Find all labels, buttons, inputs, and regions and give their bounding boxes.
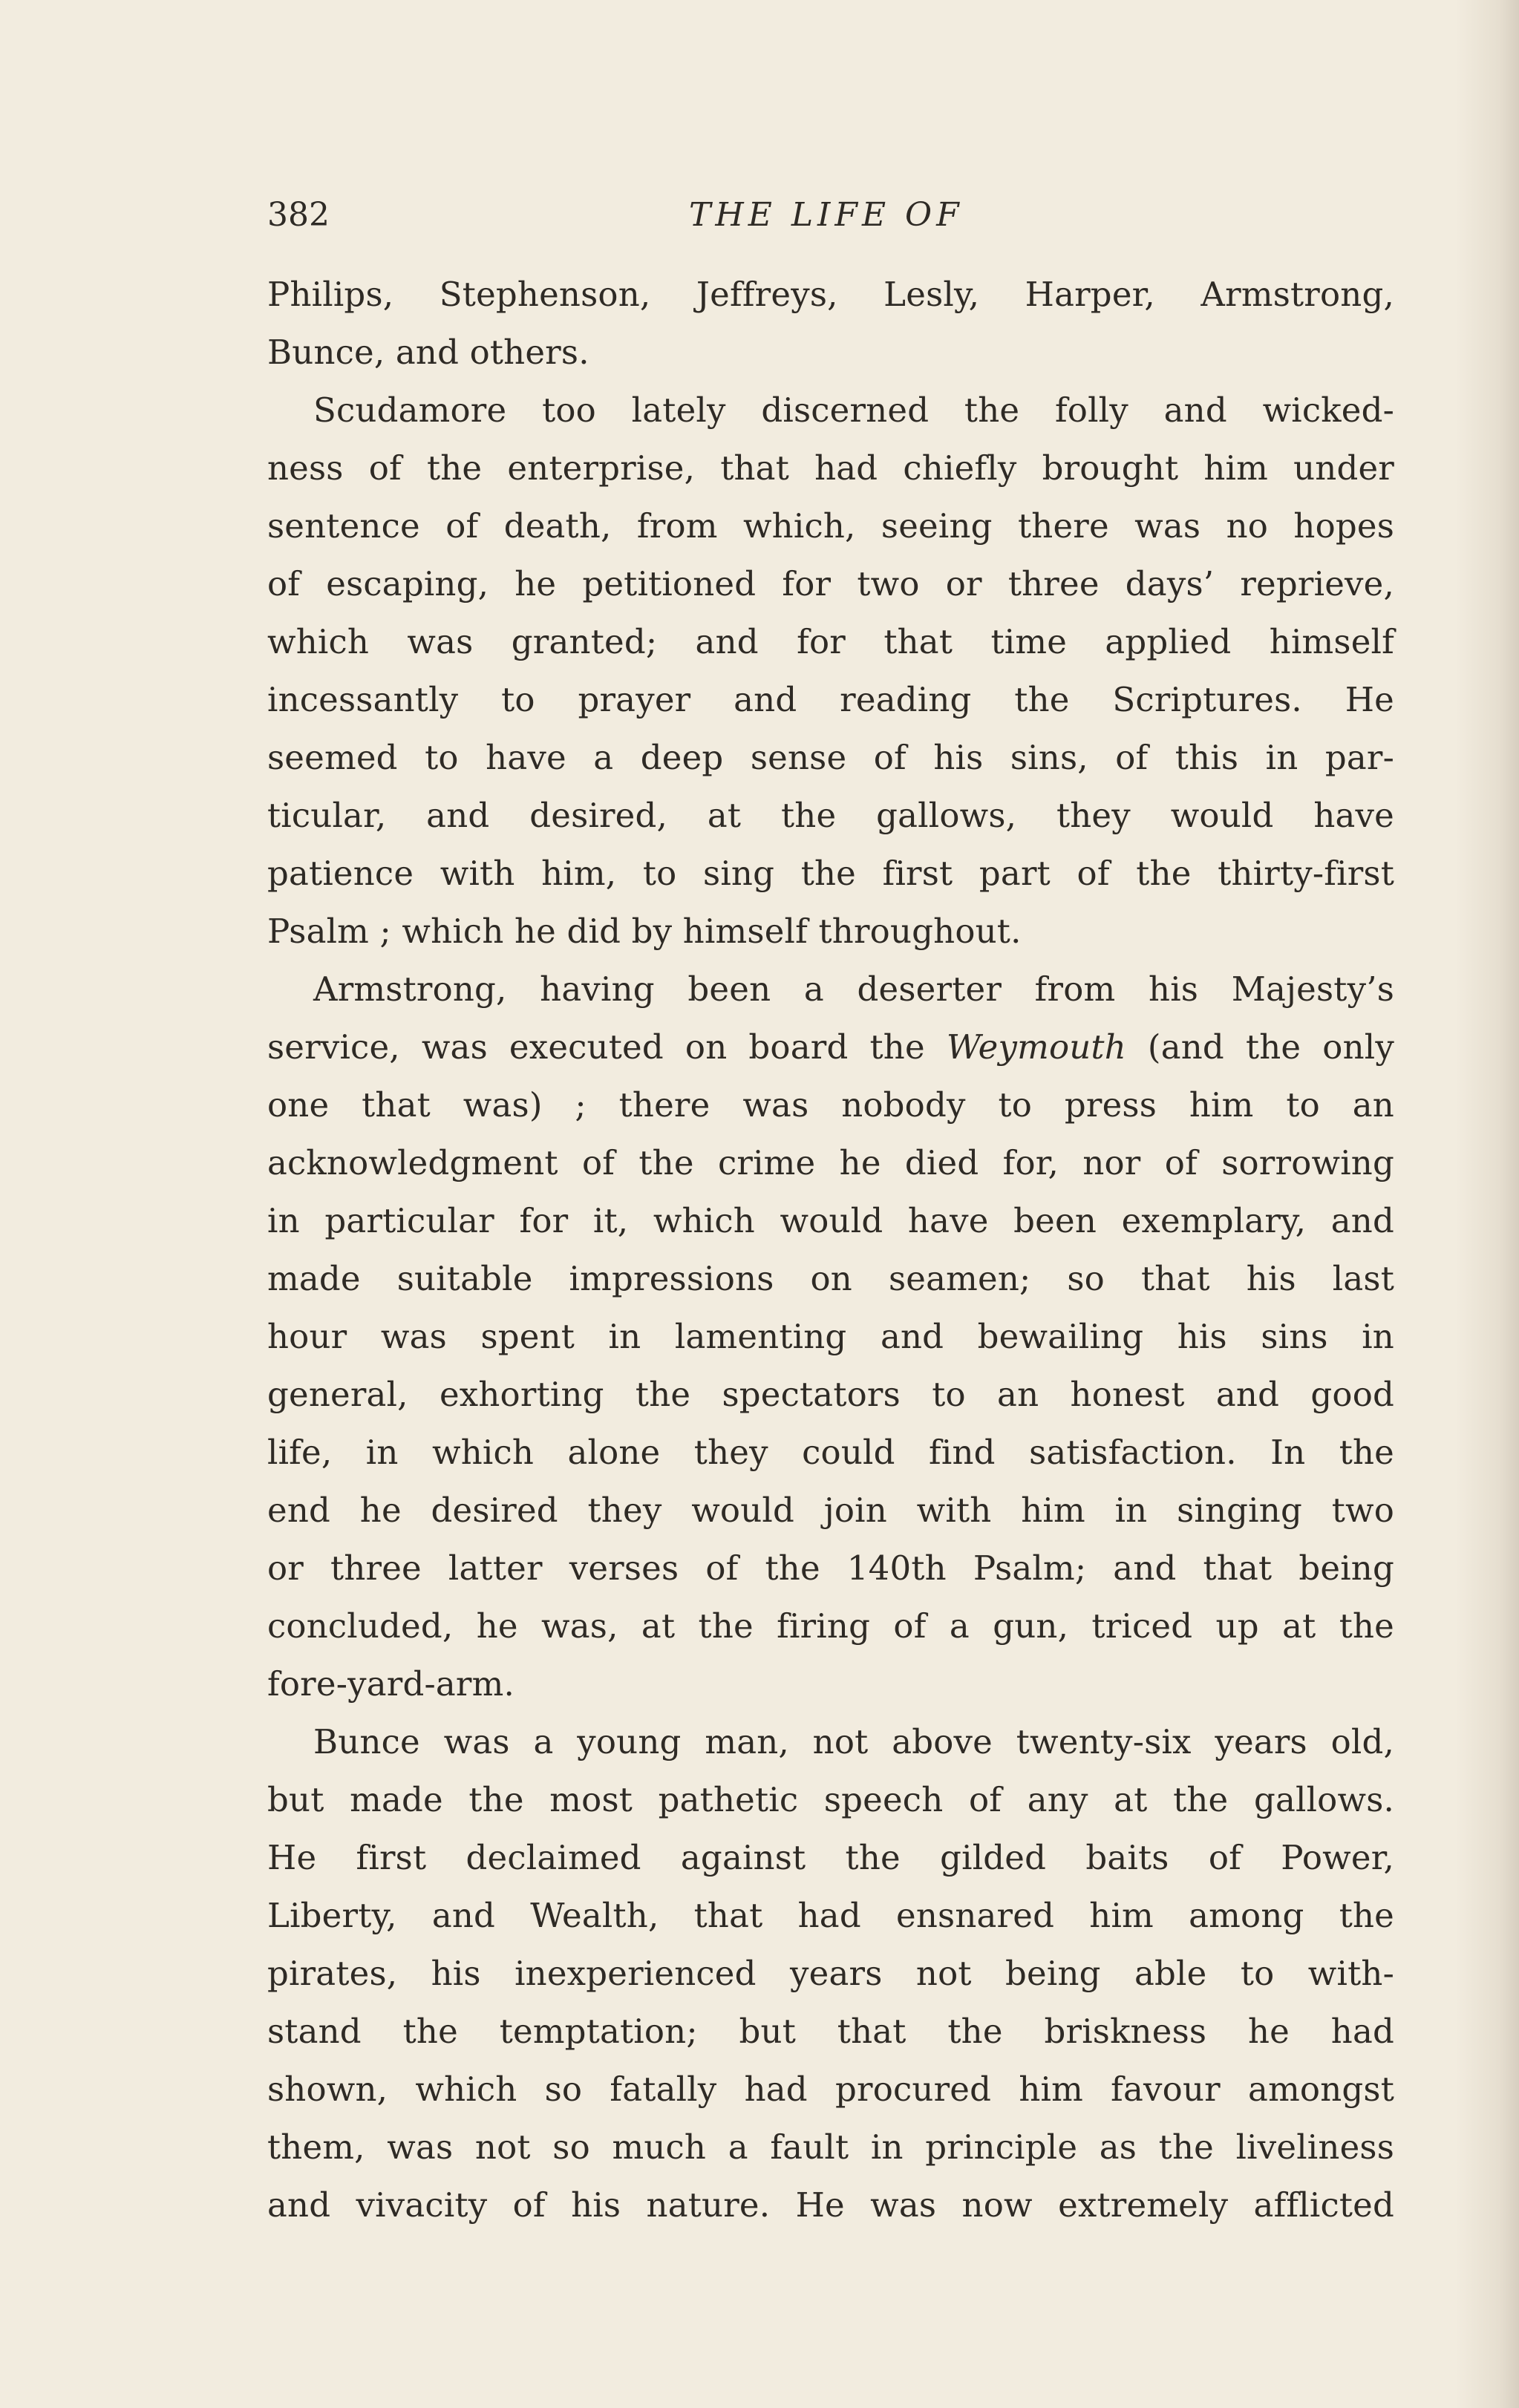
text-line: incessantly to prayer and reading the Scriptures. He [267,680,1394,719]
text-line: of escaping, he petitioned for two or three days’ reprieve, [267,564,1394,603]
text-line: concluded, he was, at the firing of a gun, triced up at the [267,1606,1394,1646]
text-line: life, in which alone they could find satisfaction. In the [267,1433,1394,1472]
page-header [267,189,1396,241]
text-segment: service, was executed on board the [267,1027,947,1067]
ship-name: Weymouth [946,1027,1126,1067]
running-title: THE LIFE OF [689,196,964,234]
text-line: Armstrong, having been a deserter from his Majesty’s [313,969,1394,1009]
text-line: Philips, Stephenson, Jeffreys, Lesly, Harper, Armstrong, [267,275,1394,314]
page-number: 382 [267,196,330,234]
text-line: made suitable impressions on seamen; so that his last [267,1259,1394,1298]
text-line: ticular, and desired, at the gallows, they would have [267,796,1394,835]
text-line: them, was not so much a fault in principle as the liveliness [267,2127,1394,2167]
text-line: Psalm ; which he did by himself throughout. [267,912,1022,951]
text-line: in particular for it, which would have been exemplary, and [267,1201,1394,1240]
text-line: general, exhorting the spectators to an honest and good [267,1375,1394,1414]
text-line: one that was) ; there was nobody to press him to an [267,1085,1394,1125]
text-segment: (and the only [1126,1027,1394,1067]
text-line: fore-yard-arm. [267,1664,514,1704]
text-line: shown, which so fatally had procured him favour amongst [267,2070,1394,2109]
text-line: which was granted; and for that time applied himself [267,622,1394,661]
text-line: seemed to have a deep sense of his sins, of this in par- [267,738,1394,777]
text-line: ness of the enterprise, that had chiefly brought him under [267,448,1394,488]
text-line: or three latter verses of the 140th Psalm; and that being [267,1548,1394,1588]
text-line: Scudamore too lately discerned the folly and wicked- [313,390,1394,430]
text-line: Bunce was a young man, not above twenty-six years old, [313,1722,1394,1761]
text-line: and vivacity of his nature. He was now extremely afflicted [267,2185,1394,2225]
text-line: but made the most pathetic speech of any at the gallows. [267,1780,1394,1819]
text-line: Bunce, and others. [267,333,589,372]
text-line: Liberty, and Wealth, that had ensnared him among the [267,1896,1394,1935]
text-line: patience with him, to sing the first part of the thirty-first [267,854,1394,893]
text-line: sentence of death, from which, seeing there was no hopes [267,506,1394,546]
text-line: end he desired they would join with him in singing two [267,1491,1394,1530]
text-line: pirates, his inexperienced years not being able to with- [267,1954,1394,1993]
text-line: acknowledgment of the crime he died for, nor of sorrowing [267,1143,1394,1182]
text-line: He first declaimed against the gilded baits of Power, [267,1838,1394,1877]
text-line-with-italic [267,1018,1394,1076]
text-line: stand the temptation; but that the briskness he had [267,2012,1394,2051]
text-line: hour was spent in lamenting and bewailing his sins in [267,1317,1394,1356]
body-text [267,266,1394,2234]
